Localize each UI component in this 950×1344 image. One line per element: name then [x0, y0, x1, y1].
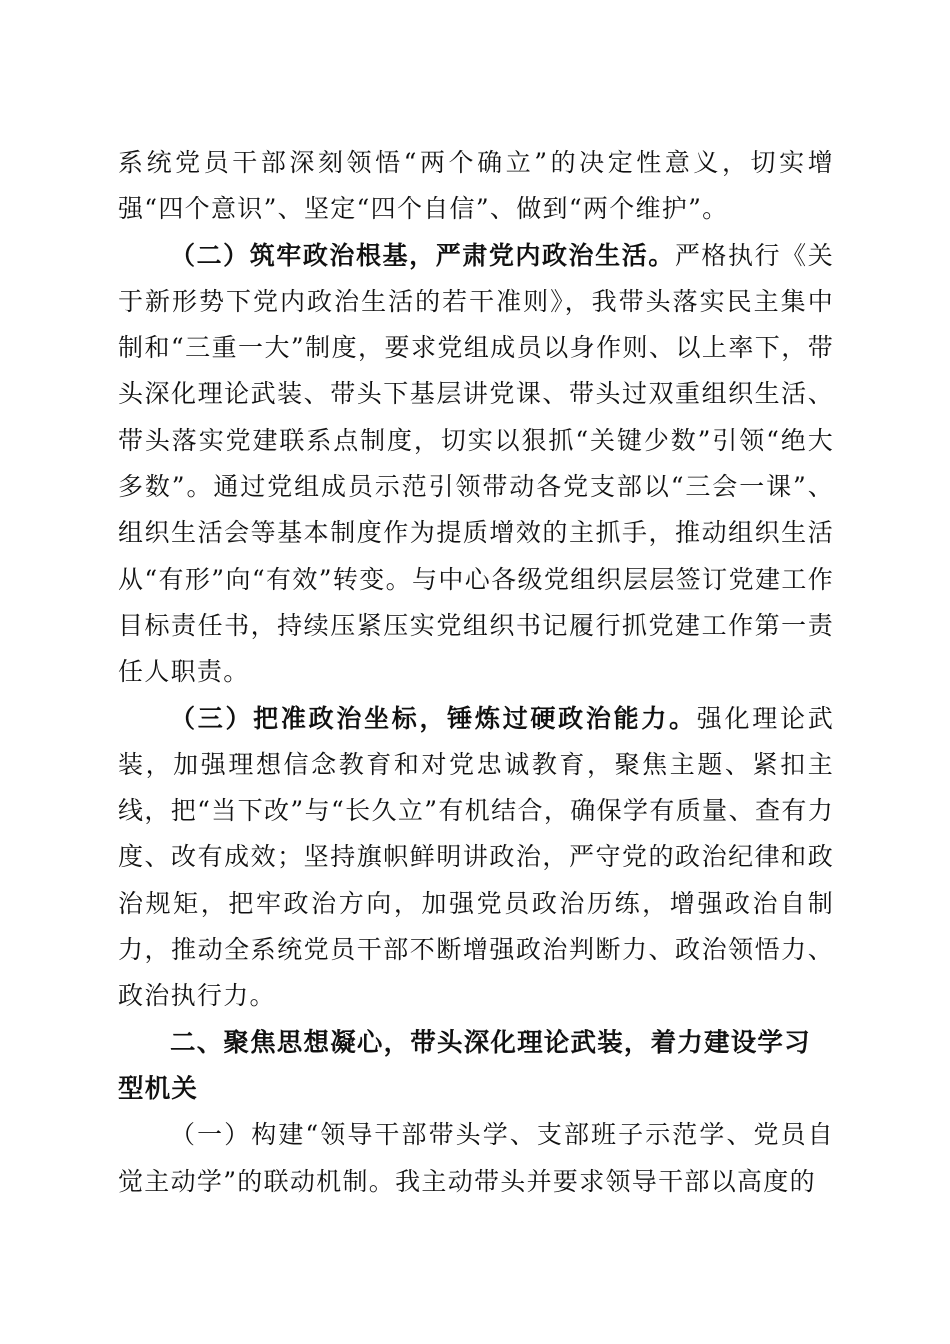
paragraph-item-2	[118, 233, 834, 696]
paragraph-lead: （三）把准政治坐标，锤炼过硬政治能力。	[170, 703, 697, 733]
paragraph-text: 强化理论武装，加强理想信念教育和对党忠诚教育，聚焦主题、紧扣主线，把“当下改”与“长久立”有机结合，确保学有质量、查有力度、改有成效；坚持旗帜鲜明讲政治，严守党的政治纪律和政治规矩，把牢政治方向，加强党员政治历练，增强政治自制力，推动全系统党员干部不断增强政治判断力、政治领悟力、政治执行力。	[118, 703, 834, 1011]
paragraph-lead: （一）构建“领导干部带头学、支部班子示范学、党员自觉主动学”的联动机制。	[118, 1120, 834, 1196]
section-paragraph-1	[118, 1112, 834, 1205]
paragraph-continuation	[118, 140, 834, 233]
paragraph-item-3	[118, 696, 834, 1020]
document-body	[118, 140, 834, 1205]
paragraph-text: 我主动带头并要求领导干部以高度的	[395, 1166, 816, 1196]
paragraph-lead: （二）筑牢政治根基，严肃党内政治生活。	[170, 240, 675, 270]
paragraph-text: 严格执行《关于新形势下党内政治生活的若干准则》，我带头落实民主集中制和“三重一大”制度，要求党组成员以身作则、以上率下，带头深化理论武装、带头下基层讲党课、带头过双重组织生活、带头落实党建联系点制度，切实以狠抓“关键少数”引领“绝大多数”。通过党组成员示范引领带动各党支部以“三会一课”、组织生活会等基本制度作为提质增效的主抓手，推动组织生活从“有形”向“有效”转变。与中心各级党组织层层签订党建工作目标责任书，持续压紧压实党组织书记履行抓党建工作第一责任人职责。	[118, 240, 834, 687]
section-heading: 二、聚焦思想凝心，带头深化理论武装，着力建设学习型机关	[118, 1027, 811, 1104]
paragraph-text: 系统党员干部深刻领悟“两个确立”的决定性意义，切实增强“四个意识”、坚定“四个自信”、做到“两个维护”。	[118, 148, 834, 224]
